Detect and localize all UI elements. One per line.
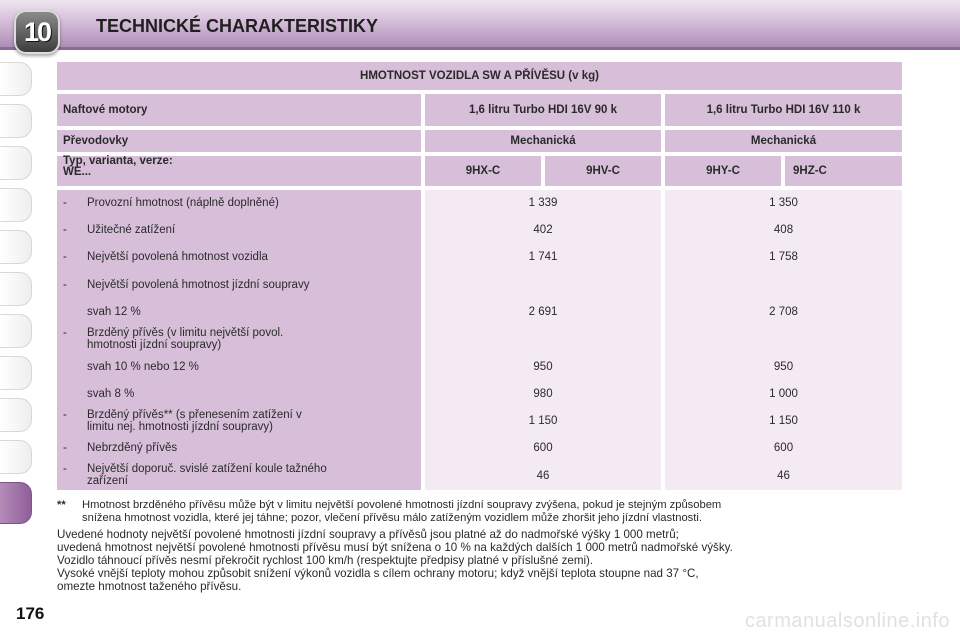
chapter-tab[interactable] <box>0 188 32 222</box>
type-3: 9HY-C <box>665 156 781 186</box>
type-2: 9HV-C <box>545 156 661 186</box>
row-label: - Užitečné zatížení <box>63 224 176 236</box>
values-column-1 <box>425 190 661 490</box>
type-label <box>57 156 421 186</box>
chapter-tab-active[interactable] <box>0 482 32 524</box>
type-1: 9HX-C <box>425 156 541 186</box>
values-column-2 <box>665 190 902 490</box>
cell-value: 1 350 <box>769 197 798 209</box>
cell-value: 600 <box>773 442 794 454</box>
chapter-tab[interactable] <box>0 356 32 390</box>
chapter-tab[interactable] <box>0 272 32 306</box>
row-label: - Brzděný přívěs** (s přenesením zatížení v limitu nej. hmotnosti jízdní soupravy) <box>63 409 302 433</box>
cell-value: 1 000 <box>769 388 798 400</box>
cell-value: 2 691 <box>528 306 558 318</box>
chapter-tab[interactable] <box>0 146 32 180</box>
type-4: 9HZ-C <box>785 156 902 186</box>
footnote-marker: ** <box>57 499 66 511</box>
gearbox-1: Mechanická <box>425 130 661 152</box>
row-label: svah 12 % <box>87 306 141 318</box>
footnote <box>57 499 902 525</box>
cell-value: 950 <box>533 361 553 373</box>
engine-1: 1,6 litru Turbo HDI 16V 90 k <box>425 94 661 126</box>
table-body <box>57 190 902 490</box>
chapter-tab[interactable] <box>0 62 32 96</box>
cell-value: 1 741 <box>528 251 558 263</box>
chapter-tab[interactable] <box>0 314 32 348</box>
table-title: HMOTNOST VOZIDLA SW A PŘÍVĚSU (v kg) <box>57 62 902 90</box>
chapter-badge <box>14 10 60 54</box>
cell-value: 1 758 <box>769 251 798 263</box>
row-label: - Nebrzděný přívěs <box>63 442 178 454</box>
chapter-tab[interactable] <box>0 104 32 138</box>
cell-value: 1 150 <box>528 415 558 427</box>
cell-value: 1 339 <box>528 197 558 209</box>
row-label: - Brzděný přívěs (v limitu největší povol. hmotnosti jízdní soupravy) <box>63 327 284 351</box>
paragraph-line: Vozidlo táhnoucí přívěs nesmí překročit rychlost 100 km/h (respektujte předpisy platné v příslušné zemi). <box>57 554 594 567</box>
paragraph-line: omezte hmotnost taženého přívěsu. <box>57 580 242 593</box>
cell-value: 408 <box>773 224 794 236</box>
cell-value: 46 <box>536 470 550 482</box>
row-label: - Největší doporuč. svislé zatížení koule tažného zařízení <box>63 463 327 487</box>
chapter-title: TECHNICKÉ CHARAKTERISTIKY <box>96 16 379 36</box>
cell-value: 980 <box>533 388 553 400</box>
row-label: - Největší povolená hmotnost jízdní soupravy <box>63 279 310 291</box>
engines-label: Naftové motory <box>57 94 421 126</box>
cell-value: 1 150 <box>769 415 798 427</box>
chapter-tab[interactable] <box>0 440 32 474</box>
cell-value: 2 708 <box>769 306 798 318</box>
chapter-tab[interactable] <box>0 230 32 264</box>
cell-value: 950 <box>773 361 794 373</box>
watermark: carmanualsonline.info <box>744 610 950 632</box>
footnote-line: snížena hmotnost vozidla, které jej táhne; pozor, vlečení přívěsu málo zatíženým vozidlem může zhoršit jeho jízdní vlastnosti. <box>82 512 702 524</box>
cell-value: 402 <box>533 224 553 236</box>
cell-value: 46 <box>777 470 790 482</box>
row-label: svah 10 % nebo 12 % <box>87 361 199 373</box>
row-label: - Provozní hmotnost (náplně doplněné) <box>63 197 279 209</box>
type-label-line1: Typ, varianta, verze: <box>63 155 173 167</box>
gearbox-2: Mechanická <box>665 130 902 152</box>
paragraph-line: uvedená hmotnost největší povolené hmotnosti přívěsu musí být snížena o 10 % na každých dalších 1 000 metrů nadmořské výšky. <box>57 541 733 554</box>
engine-2: 1,6 litru Turbo HDI 16V 110 k <box>665 94 902 126</box>
page-number: 176 <box>16 604 45 623</box>
labels-column <box>57 190 421 490</box>
chapter-tab[interactable] <box>0 398 32 432</box>
cell-value: 600 <box>533 442 553 454</box>
gearbox-label: Převodovky <box>57 130 421 152</box>
paragraph-line: Vysoké vnější teploty mohou způsobit snížení výkonů vozidla s cílem ochrany motoru; když vnější teplota stoupne nad 37 °C, <box>57 567 699 580</box>
notes-paragraph <box>57 528 902 593</box>
type-label-line2: WE... <box>63 166 92 178</box>
chapter-number: 10 <box>23 16 51 47</box>
weights-table <box>57 62 902 490</box>
row-label: svah 8 % <box>87 388 135 400</box>
row-label: - Největší povolená hmotnost vozidla <box>63 251 268 263</box>
paragraph-line: Uvedené hodnoty největší povolené hmotnosti jízdní soupravy a přívěsů jsou platné až do nadmořské výšky 1 000 metrů; <box>57 528 679 541</box>
footnote-line: Hmotnost brzděného přívěsu může být v limitu největší povolené hmotnosti jízdní soupravy zvýšena, pokud je stejným způsobem <box>82 499 722 511</box>
chapter-tabs <box>0 62 32 532</box>
